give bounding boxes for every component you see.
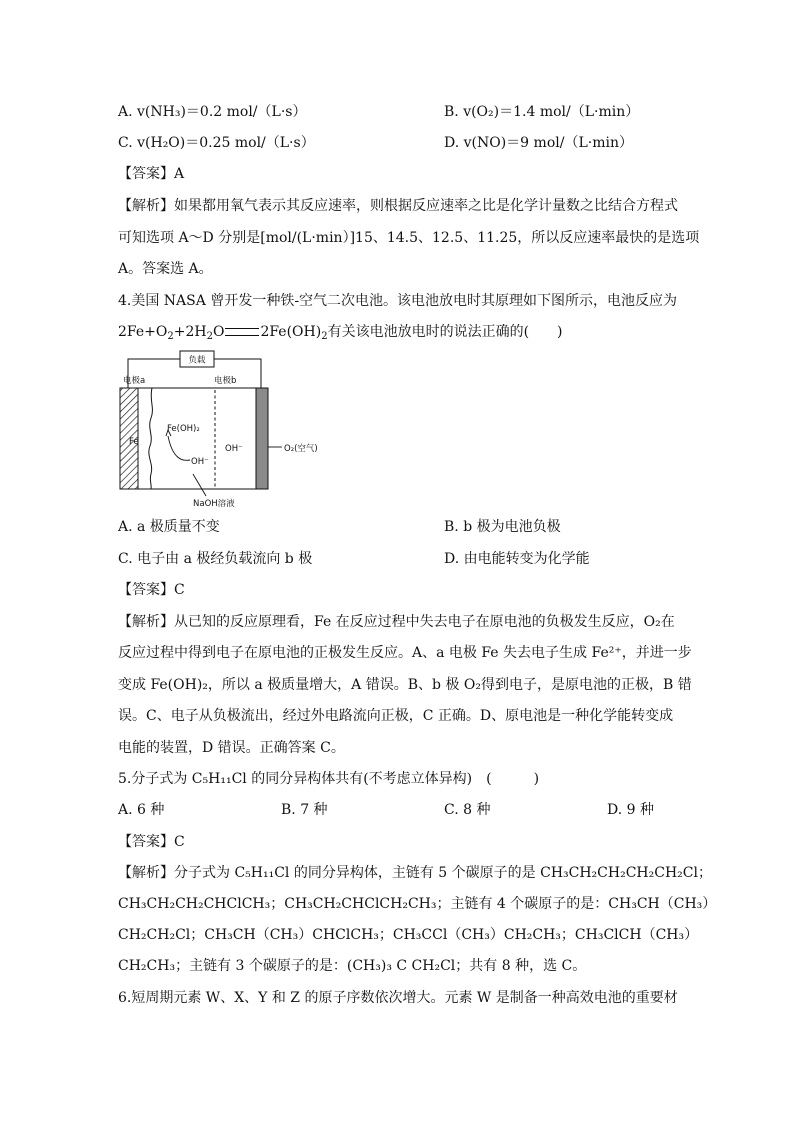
q4-eq-sub: 2 (321, 331, 328, 342)
q5-option-b: B. 7 种 (281, 802, 328, 818)
q3-explanation-line-2: 可知选项 A～D 分别是[mol/(L·min）]15、14.5、12.5、11.25，所以反应速率最快的是选项 (118, 230, 700, 246)
q4-stem-line-2 (118, 322, 563, 342)
cell-container (120, 388, 268, 489)
q3-answer: 【答案】A (118, 166, 185, 182)
electrode-b-label: 电极b (214, 376, 237, 386)
q4-stem-line-1: 4.美国 NASA 曾开发一种铁-空气二次电池。该电池放电时其原理如下图所示，电池反应为 (118, 293, 678, 309)
q4-eq-sub: 2 (167, 331, 174, 342)
q4-eq-water-o: O (212, 324, 225, 340)
q5-explanation-line-1: 【解析】分子式为 C₅H₁₁Cl 的同分异构体，主链有 5 个碳原子的是 CH₃CH₂CH₂CH₂CH₂Cl； (118, 865, 712, 881)
q4-eq-left: 2Fe+O (118, 324, 168, 340)
q4-answer: 【答案】C (118, 582, 185, 598)
q5-option-d: D. 9 种 (607, 802, 654, 818)
q3-option-d: D. v(NO)＝9 mol/（L·min） (444, 135, 633, 151)
electrode-a-label: 电极a (123, 376, 146, 386)
q4-explanation-line-3: 变成 Fe(OH)₂，所以 a 极质量增大，A 错误。B、b 极 O₂得到电子，是原电池的正极，B 错 (118, 677, 692, 693)
q5-explanation-line-2: CH₃CH₂CH₂CHClCH₃；CH₃CH₂CHClCH₂CH₃；主链有 4 个碳原子的是：CH₃CH（CH₃） (118, 896, 717, 912)
q3-option-b: B. v(O₂)＝1.4 mol/（L·min） (444, 104, 640, 120)
q3-option-a: A. v(NH₃)＝0.2 mol/（L·s） (118, 104, 307, 120)
q4-option-d: D. 由电能转变为化学能 (444, 551, 590, 567)
q3-option-c: C. v(H₂O)＝0.25 mol/（L·s） (118, 135, 315, 151)
q4-option-c: C. 电子由 a 极经负载流向 b 极 (118, 551, 313, 567)
q3-explanation-line-3: A。答案选 A。 (118, 261, 213, 277)
oh-right-label: OH⁻ (225, 444, 243, 454)
q5-explanation-line-4: CH₂CH₃；主链有 3 个碳原子的是：(CH₃)₃ C CH₂Cl；共有 8 种，选 C。 (118, 958, 587, 974)
q4-eq-sub: 2 (206, 331, 213, 342)
equals-sign (225, 328, 259, 336)
q4-stem-tail: 有关该电池放电时的说法正确的( ) (327, 324, 563, 340)
q5-option-a: A. 6 种 (118, 802, 165, 818)
q4-eq-product: 2Fe(OH) (260, 324, 322, 340)
q4-explanation-line-5: 电能的装置，D 错误。正确答案 C。 (118, 740, 345, 756)
q4-explanation-line-1: 【解析】从已知的反应原理看，Fe 在反应过程中失去电子在原电池的负极发生反应，O₂在 (118, 614, 675, 630)
feoh2-label: Fe(OH)₂ (167, 424, 200, 434)
q3-explanation-line-1: 【解析】如果都用氧气表示其反应速率，则根据反应速率之比是化学计量数之比结合方程式 (118, 198, 678, 214)
oh-left-label: OH⁻ (191, 457, 209, 467)
naoh-solution-label: NaOH溶液 (193, 499, 235, 509)
q5-option-c: C. 8 种 (444, 802, 491, 818)
q4-eq-water: +2H (173, 324, 207, 340)
q4-option-b: B. b 极为电池负极 (444, 519, 561, 535)
load-label: 负载 (188, 355, 206, 366)
battery-diagram (118, 350, 338, 512)
q4-explanation-line-2: 反应过程中得到电子在原电池的正极发生反应。A、a 电极 Fe 失去电子生成 Fe²⁺，并进一步 (118, 645, 692, 661)
o2-air-label: O₂(空气) (284, 444, 318, 454)
fe-label: Fe (129, 437, 139, 447)
q6-stem: 6.短周期元素 W、X、Y 和 Z 的原子序数依次增大。元素 W 是制备一种高效电池的重要材 (118, 990, 678, 1006)
q4-explanation-line-4: 误。C、电子从负极流出，经过外电路流向正极，C 正确。D、原电池是一种化学能转变成 (118, 708, 674, 724)
q5-explanation-line-3: CH₂CH₂Cl；CH₃CH（CH₃）CHClCH₃；CH₃CCl（CH₃）CH₂CH₃；CH₃ClCH（CH₃） (118, 927, 699, 943)
q5-stem: 5.分子式为 C₅H₁₁Cl 的同分异构体共有(不考虑立体异构) ( ) (118, 771, 540, 787)
q4-option-a: A. a 极质量不变 (118, 519, 220, 535)
electrode-b (256, 388, 268, 489)
q5-answer: 【答案】C (118, 834, 185, 850)
